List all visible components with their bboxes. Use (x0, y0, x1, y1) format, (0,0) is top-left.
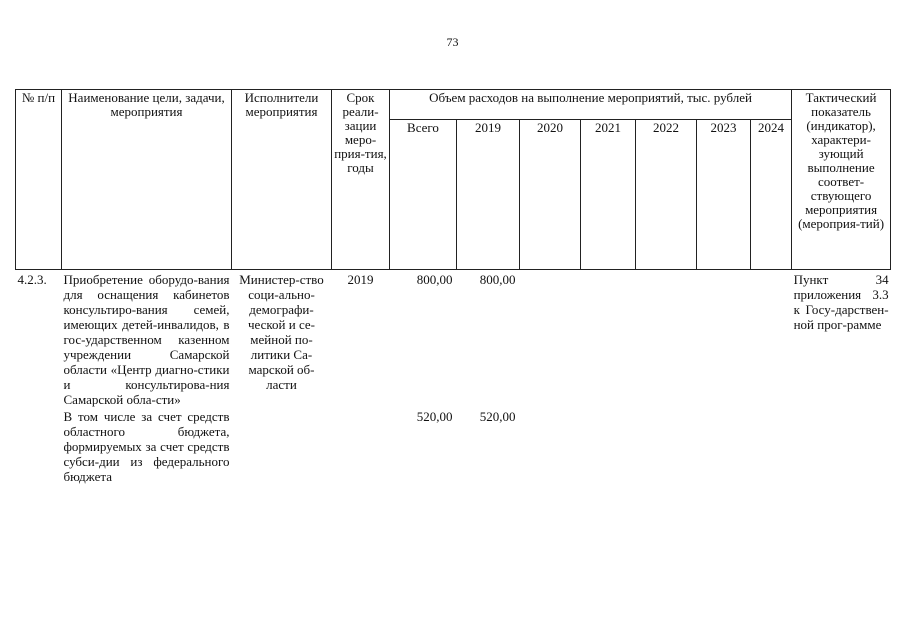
row-name: В том числе за счет средств областного бюджета, формируемых за счет средств субси-дии из федерального бюджета (63, 409, 230, 484)
row-num: 4.2.3. (17, 272, 47, 287)
header-year-2019: 2019 (457, 120, 520, 270)
row-2021 (581, 270, 636, 409)
row-2019: 800,00 (479, 272, 516, 287)
row-2023 (697, 408, 751, 485)
row-2021 (581, 408, 636, 485)
header-name: Наименование цели, задачи, мероприятия (62, 90, 232, 270)
table-row (16, 408, 891, 485)
header-term: Срок реали-зации меро-прия-тия, годы (332, 90, 390, 270)
row-indicator (792, 408, 891, 485)
row-indicator: Пункт 34 приложения 3.3 к Госу-дарствен-ной прог-рамме (793, 272, 889, 332)
header-num: № п/п (16, 90, 62, 270)
row-2019: 520,00 (479, 409, 516, 424)
row-total: 800,00 (416, 272, 453, 287)
page-number: 73 (446, 35, 459, 49)
row-num (16, 408, 62, 485)
row-2022 (636, 270, 697, 409)
header-indicator: Тактический показатель (индикатор), характери-зующий выполнение соответ-ствующего мероприятия (мероприя-тий) (792, 90, 891, 270)
header-year-2022: 2022 (636, 120, 697, 270)
header-year-2024: 2024 (751, 120, 792, 270)
header-year-2021: 2021 (581, 120, 636, 270)
row-2022 (636, 408, 697, 485)
header-year-total: Всего (390, 120, 457, 270)
header-expenses: Объем расходов на выполнение мероприятий, тыс. рублей (390, 90, 792, 120)
header-year-2020: 2020 (520, 120, 581, 270)
row-2024 (751, 408, 792, 485)
row-2023 (697, 270, 751, 409)
header-year-2023: 2023 (697, 120, 751, 270)
row-term: 2019 (347, 272, 374, 287)
header-executors: Исполнители мероприятия (232, 90, 332, 270)
expenses-table (15, 89, 891, 485)
row-term (332, 408, 390, 485)
table-row (16, 270, 891, 409)
row-total: 520,00 (416, 409, 453, 424)
row-executors (232, 408, 332, 485)
row-2020 (520, 408, 581, 485)
row-2020 (520, 270, 581, 409)
row-name: Приобретение оборудо-вания для оснащения кабинетов консультиро-вания семей, имеющих детей-инвалидов, в гос-ударственном казенном учреждении Самарской области «Центр диагно-стики и консультирова-ния Самарской обла-сти» (63, 272, 230, 407)
row-2024 (751, 270, 792, 409)
row-executors: Министер-ство соци-ально-демографи-ческой и се-мейной по-литики Са-марской об-ласти (239, 272, 324, 392)
